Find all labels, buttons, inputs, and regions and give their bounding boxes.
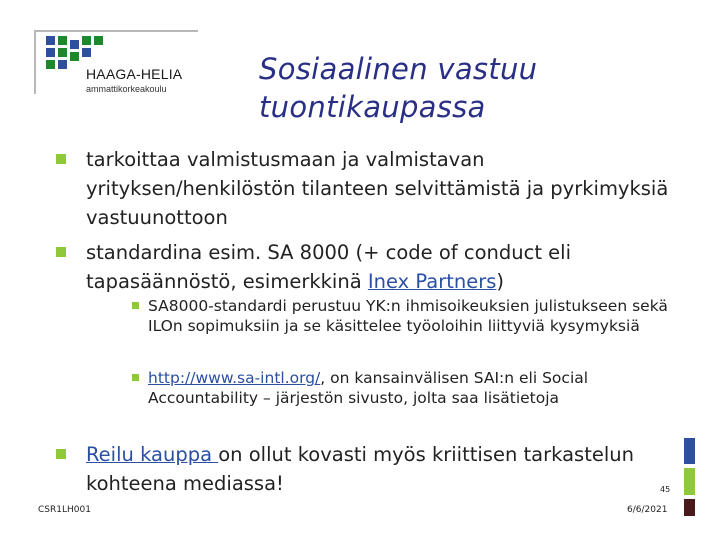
logo-square: [94, 36, 103, 45]
sub-bullet-2: [128, 368, 693, 408]
sub-bullet-2-text-after: , on kansainvälisen SAI:n eli Social Accountability – järjestön sivusto, jolta saa lisätietoja: [148, 369, 589, 407]
logo-square: [46, 60, 55, 69]
bullet-3-text-after: on ollut kovasti myös kriittisen tarkastelun kohteena mediassa!: [86, 443, 634, 495]
page-number: 45: [660, 485, 671, 494]
logo-square: [58, 60, 67, 69]
footer-code: CSR1LH001: [38, 505, 91, 515]
logo-subtitle: ammattikorkeakoulu: [86, 84, 167, 94]
sub-bullet-marker: [132, 302, 139, 309]
logo: [34, 30, 199, 94]
logo-square: [46, 36, 55, 45]
bullet-2-text-after: ): [496, 270, 504, 293]
bullet-1: [38, 145, 678, 232]
logo-square: [82, 36, 91, 45]
sub-bullet-2-text: [148, 368, 693, 408]
bullet-marker: [56, 247, 66, 257]
bullet-3: [38, 440, 678, 498]
bullet-2-text-before: standardina esim. SA 8000 (+ code of conduct eli tapasäännöstö, esimerkkinä: [86, 241, 571, 293]
sub-bullet-marker: [132, 374, 139, 381]
logo-square: [70, 40, 79, 49]
inex-partners-link[interactable]: Inex Partners: [367, 270, 497, 293]
logo-square: [58, 48, 67, 57]
bullet-marker: [56, 449, 66, 459]
sub-bullet-1: [128, 296, 693, 336]
sa-intl-link[interactable]: http://www.sa-intl.org/: [148, 369, 321, 387]
footer-date: 6/6/2021: [627, 505, 668, 515]
logo-square: [70, 52, 79, 61]
logo-square: [82, 48, 91, 57]
slide-title: [259, 50, 537, 126]
deco-bar-dark: [684, 499, 695, 516]
deco-bar-green: [684, 468, 695, 495]
bullet-2: [38, 238, 678, 296]
logo-square: [46, 48, 55, 57]
bullet-marker: [56, 154, 66, 164]
logo-name: HAAGA-HELIA: [86, 66, 183, 82]
bullet-1-text: tarkoittaa valmistusmaan ja valmistavan yrityksen/henkilöstön tilanteen selvittämistä ja pyrkimyksiä vastuunottoon: [86, 148, 669, 229]
bullet-2-text: [86, 238, 678, 296]
logo-square: [58, 36, 67, 45]
slide-title-line2: tuontikaupassa: [259, 90, 486, 124]
reilu-kauppa-link[interactable]: Reilu kauppa: [86, 443, 219, 466]
deco-bar-blue: [684, 438, 695, 464]
sub-bullet-1-text: SA8000-standardi perustuu YK:n ihmisoikeuksien julistukseen sekä ILOn sopimuksiin ja se käsittelee työoloihin liittyviä kysymyksiä: [148, 297, 668, 335]
bullet-3-text: [86, 440, 678, 498]
slide-title-line1: Sosiaalinen vastuu: [259, 52, 538, 86]
